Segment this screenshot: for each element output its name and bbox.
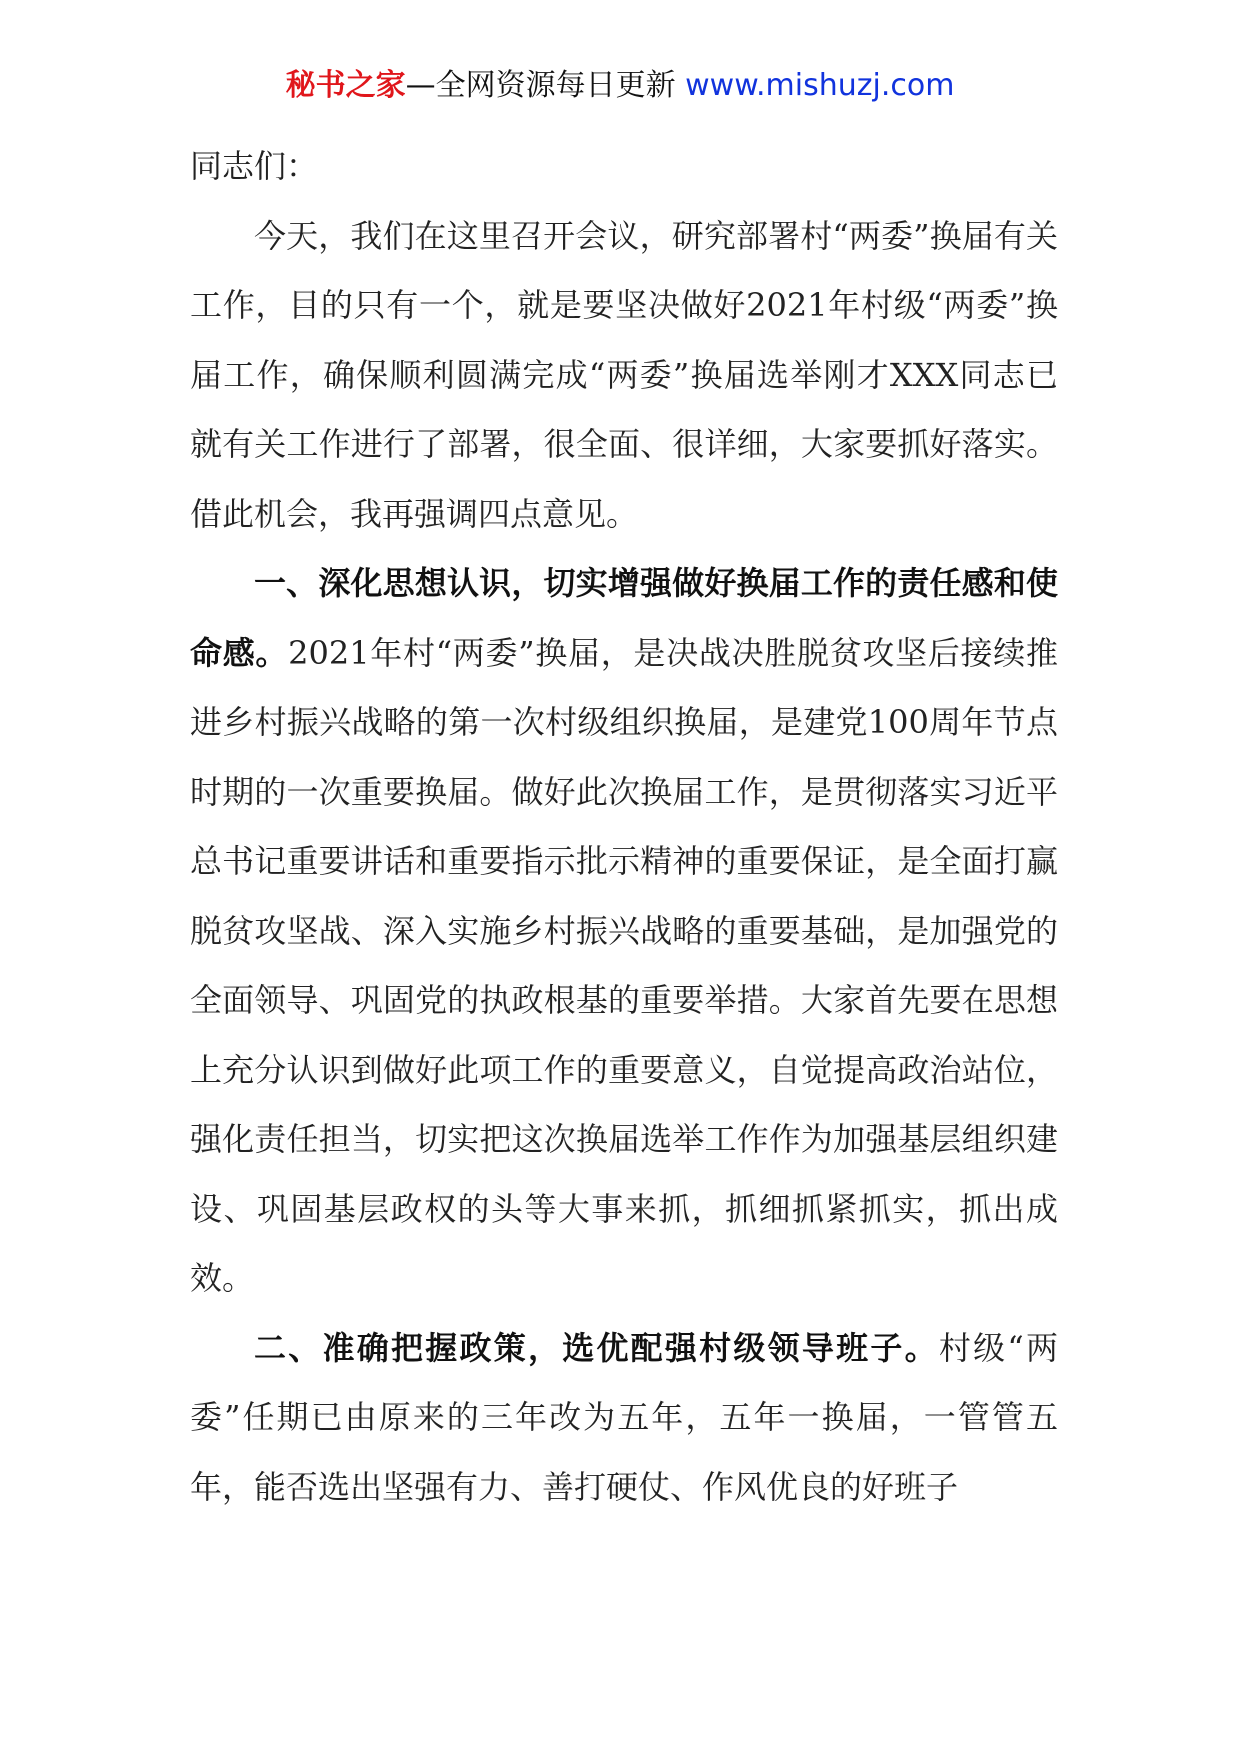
- section-2-body: 村级“两委”任期已由原来的三年改为五年，五年一换届，一管管五年，能否选出坚强有力、善打硬仗、作风优良的好班子: [190, 1328, 1058, 1506]
- site-brand: 秘书之家: [285, 68, 406, 103]
- section-1-heading: 一、深化思想认识，切实增强做好换届工作的责任感和使命感。: [190, 564, 1058, 672]
- salutation: 同志们：: [190, 147, 319, 185]
- speech-document: [190, 132, 1058, 1522]
- section-2-paragraph: [190, 1314, 1058, 1523]
- section-2-heading: 二、准确把握政策，选优配强村级领导班子。: [254, 1328, 939, 1367]
- section-1-body: 2021年村“两委”换届，是决战决胜脱贫攻坚后接续推进乡村振兴战略的第一次村级组织换届，是建党100周年节点时期的一次重要换届。做好此次换届工作，是贯彻落实习近平总书记重要讲话和重要指示批示精神的重要保证，是全面打赢脱贫攻坚战、深入实施乡村振兴战略的重要基础，是加强党的全面领导、巩固党的执政根基的重要举措。大家首先要在思想上充分认识到做好此项工作的重要意义，自觉提高政治站位，强化责任担当，切实把这次换届选举工作作为加强基层组织建设、巩固基层政权的头等大事来抓，抓细抓紧抓实，抓出成效。: [190, 633, 1058, 1297]
- intro-paragraph: 今天，我们在这里召开会议，研究部署村“两委”换届有关工作，目的只有一个，就是要坚决做好2021年村级“两委”换届工作，确保顺利圆满完成“两委”换届选举刚才XXX同志已就有关工作进行了部署，很全面、很详细，大家要抓好落实。借此机会，我再强调四点意见。: [190, 216, 1058, 533]
- site-url-link[interactable]: www.mishuzj.com: [685, 68, 955, 103]
- section-1-paragraph: [190, 549, 1058, 1314]
- site-tagline: —全网资源每日更新: [405, 68, 676, 103]
- site-banner: [0, 66, 1240, 106]
